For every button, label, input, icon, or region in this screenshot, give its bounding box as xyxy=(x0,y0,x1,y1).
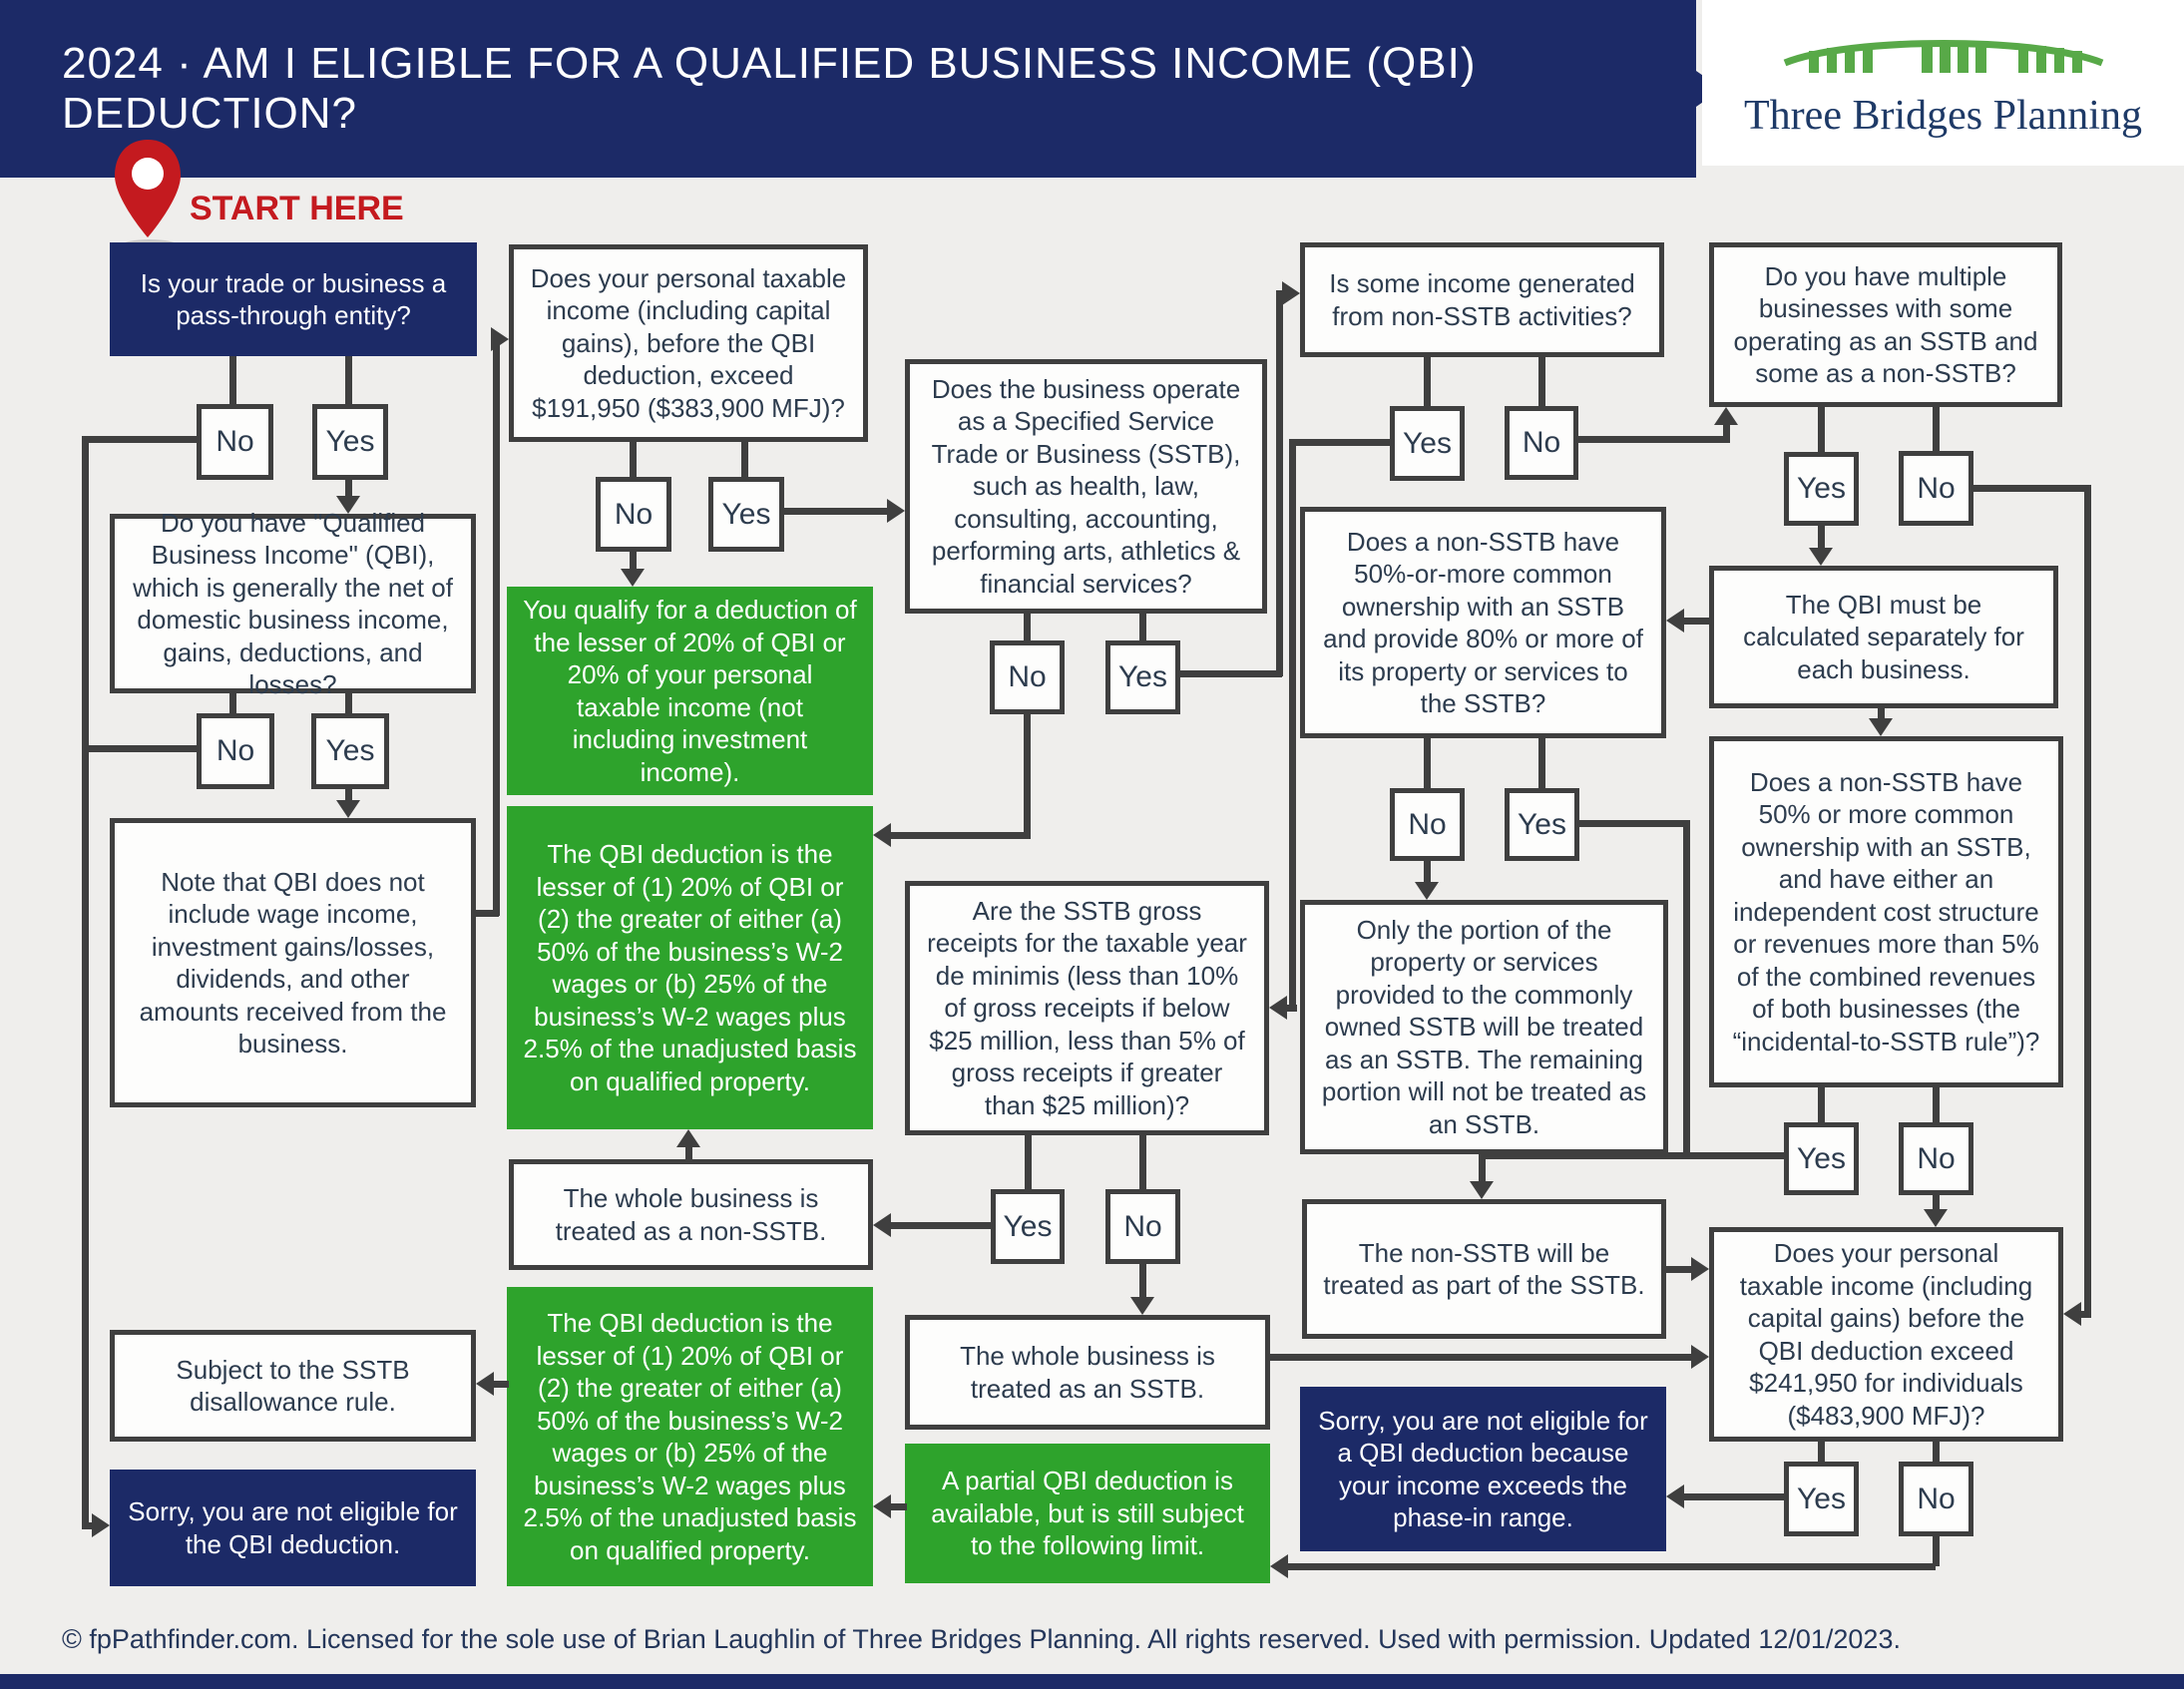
node-q-incidental-yes: Yes xyxy=(1784,1122,1859,1195)
connector-line xyxy=(1276,290,1283,676)
node-portion-sstb: Only the portion of the property or services provided to the commonly owned SSTB will be treated as an SSTB. The remaining portion will not be treated as an SSTB. xyxy=(1300,900,1668,1154)
node-q-qbi: Do you have "Qualified Business Income" (QBI), which is generally the net of domestic business income, gains, deductions, and losses? xyxy=(110,514,476,693)
node-q-passthrough-yes: Yes xyxy=(312,404,388,480)
node-q-common-ownership-80-yes: Yes xyxy=(1505,788,1579,861)
node-q-sstb: Does the business operate as a Specified Service Trade or Business (SSTB), such as health, law, consulting, accounting, performing arts, athletics & financial services? xyxy=(905,359,1267,614)
connector-line xyxy=(345,356,352,404)
connector-line xyxy=(82,436,89,1528)
node-q-income-191950: Does your personal taxable income (including capital gains), before the QBI deduction, exceed $191,950 ($383,900 MFJ)? xyxy=(509,244,868,442)
connector-arrow xyxy=(1130,1297,1154,1315)
bottom-bar xyxy=(0,1674,2184,1689)
connector-line xyxy=(783,508,891,515)
connector-arrow xyxy=(1666,1484,1684,1508)
connector-arrow xyxy=(476,1372,494,1396)
node-q-qbi-no: No xyxy=(197,713,274,789)
connector-arrow xyxy=(873,823,891,847)
connector-line xyxy=(1139,1135,1146,1189)
connector-line xyxy=(1933,1087,1940,1122)
node-note-qbi: Note that QBI does not include wage income, investment gains/losses, dividends, and other amounts received from the business. xyxy=(110,818,476,1107)
connector-arrow xyxy=(1714,407,1738,425)
connector-line xyxy=(1818,1087,1825,1122)
connector-arrow xyxy=(1869,718,1893,736)
node-q-non-sstb-income-yes: Yes xyxy=(1390,406,1465,481)
connector-arrow xyxy=(1924,1209,1948,1227)
connector-line xyxy=(889,1222,993,1229)
node-qualify-20pct: You qualify for a deduction of the lesser of 20% of QBI or 20% of your personal taxable income (not including investment income). xyxy=(507,587,873,795)
connector-line xyxy=(1579,820,1690,827)
connector-line xyxy=(1139,1264,1146,1301)
node-qbi-limit-2: The QBI deduction is the lesser of (1) 20% of QBI or (2) the greater of either (a) 50% of the business’s W-2 wages or (b) 25% of the business’s W-2 wages plus 2.5% of the unadjusted basis on qualified property. xyxy=(507,1287,873,1586)
node-not-eligible-phase: Sorry, you are not eligible for a QBI deduction because your income exceeds the phase-in range. xyxy=(1300,1387,1666,1551)
node-q-de-minimis-yes: Yes xyxy=(991,1189,1065,1264)
node-subject-sstb-rule: Subject to the SSTB disallowance rule. xyxy=(110,1330,476,1442)
connector-line xyxy=(82,436,197,443)
connector-line xyxy=(1683,820,1690,1159)
three-bridges-icon xyxy=(1779,27,2108,90)
connector-line xyxy=(1723,423,1730,439)
connector-arrow xyxy=(1269,996,1287,1020)
connector-line xyxy=(1578,436,1730,443)
connector-line xyxy=(1682,1493,1786,1500)
connector-line xyxy=(1139,614,1146,640)
connector-arrow xyxy=(1470,1181,1494,1199)
connector-arrow xyxy=(1666,609,1684,633)
node-q-income-241950-yes: Yes xyxy=(1784,1462,1859,1536)
connector-arrow xyxy=(621,569,645,587)
connector-line xyxy=(741,442,748,477)
connector-line xyxy=(1933,1442,1940,1462)
connector-arrow xyxy=(1691,1257,1709,1281)
connector-arrow xyxy=(1415,882,1439,900)
connector-line xyxy=(1424,738,1431,788)
connector-arrow xyxy=(873,1213,891,1237)
node-whole-sstb: The whole business is treated as an SSTB. xyxy=(905,1315,1270,1430)
connector-line xyxy=(229,693,236,713)
connector-arrow xyxy=(336,496,360,514)
node-q-multiple: Do you have multiple businesses with some operating as an SSTB and some as a non-SSTB? xyxy=(1709,242,2062,407)
node-q-incidental: Does a non-SSTB have 50% or more common ownership with an SSTB, and have either an independent cost structure or revenues more than 5% of the combined revenues of both businesses (the “incidental-to-SSTB rule”)? xyxy=(1709,736,2063,1087)
node-q-multiple-yes: Yes xyxy=(1784,452,1859,526)
page-title: 2024 · AM I ELIGIBLE FOR A QUALIFIED BUSINESS INCOME (QBI) DEDUCTION? xyxy=(62,39,1477,138)
connector-line xyxy=(229,356,236,404)
connector-arrow xyxy=(1691,1345,1709,1369)
connector-line xyxy=(889,1503,907,1510)
connector-line xyxy=(1933,407,1940,451)
connector-line xyxy=(1270,1354,1695,1361)
connector-arrow xyxy=(873,1494,891,1518)
node-q-de-minimis-no: No xyxy=(1105,1189,1180,1264)
map-pin-icon xyxy=(112,138,184,246)
connector-line xyxy=(1818,1442,1825,1462)
connector-line xyxy=(1180,670,1282,677)
connector-line xyxy=(630,442,637,477)
footer-copyright: © fpPathfinder.com. Licensed for the sole use of Brian Laughlin of Three Bridges Planning. All rights reserved. Used with permission. Updated 12/01/2023. xyxy=(62,1624,1901,1654)
node-q-non-sstb-income-no: No xyxy=(1505,406,1578,480)
connector-arrow xyxy=(887,499,905,523)
connector-line xyxy=(2084,485,2091,1318)
connector-line xyxy=(1818,407,1825,452)
node-q-common-ownership-80-no: No xyxy=(1390,788,1465,861)
node-q-de-minimis: Are the SSTB gross receipts for the taxable year de minimis (less than 10% of gross receipts if below $25 million, less than 5% of gross receipts if greater than $25 million)? xyxy=(905,881,1269,1135)
node-q-non-sstb-income: Is some income generated from non-SSTB activities? xyxy=(1300,242,1664,357)
connector-line xyxy=(1538,357,1545,406)
connector-line xyxy=(1973,485,2087,492)
node-non-sstb-part: The non-SSTB will be treated as part of the SSTB. xyxy=(1302,1199,1666,1339)
connector-arrow xyxy=(1809,548,1833,566)
node-q-incidental-no: No xyxy=(1899,1122,1973,1195)
connector-line xyxy=(1289,439,1296,1011)
connector-line xyxy=(1025,1135,1032,1189)
node-partial-qbi: A partial QBI deduction is available, but is still subject to the following limit. xyxy=(905,1444,1270,1583)
header-band xyxy=(0,0,1696,178)
connector-line xyxy=(685,1145,692,1159)
connector-line xyxy=(82,745,197,752)
connector-line xyxy=(1682,618,1711,625)
connector-line xyxy=(1933,1536,1940,1566)
connector-line xyxy=(492,1381,509,1388)
node-whole-non-sstb: The whole business is treated as a non-SSTB. xyxy=(509,1159,873,1270)
start-here-label: START HERE xyxy=(190,190,404,227)
node-q-income-191950-yes: Yes xyxy=(708,477,784,552)
node-q-passthrough: Is your trade or business a pass-through entity? xyxy=(110,242,477,356)
node-q-common-ownership-80: Does a non-SSTB have 50%-or-more common ownership with an SSTB and provide 80% or more of its property or services to the SSTB? xyxy=(1300,507,1666,738)
connector-arrow xyxy=(92,1513,110,1537)
node-q-income-241950: Does your personal taxable income (including capital gains) before the QBI deduction exceed $241,950 for individuals ($483,900 MFJ)? xyxy=(1709,1227,2063,1442)
connector-line xyxy=(1479,1152,1784,1159)
connector-line xyxy=(1538,738,1545,788)
node-qbi-limit-1: The QBI deduction is the lesser of (1) 20% of QBI or (2) the greater of either (a) 50% of the business’s W-2 wages or (b) 25% of the business’s W-2 wages plus 2.5% of the unadjusted basis on qualified property. xyxy=(507,806,873,1129)
connector-arrow xyxy=(676,1129,700,1147)
connector-line xyxy=(345,693,352,713)
node-q-sstb-yes: Yes xyxy=(1105,640,1180,714)
logo-panel xyxy=(1702,0,2184,166)
node-q-qbi-yes: Yes xyxy=(311,713,389,789)
connector-line xyxy=(891,832,1031,839)
node-q-sstb-no: No xyxy=(990,640,1065,714)
node-not-eligible: Sorry, you are not eligible for the QBI deduction. xyxy=(110,1470,476,1586)
node-q-passthrough-no: No xyxy=(197,404,273,480)
connector-line xyxy=(1424,357,1431,406)
node-q-income-191950-no: No xyxy=(596,477,671,552)
connector-line xyxy=(493,336,500,916)
node-q-multiple-no: No xyxy=(1899,451,1973,526)
connector-line xyxy=(1024,713,1031,839)
node-q-income-241950-no: No xyxy=(1899,1462,1973,1536)
connector-line xyxy=(1289,439,1393,446)
logo-wordmark: Three Bridges Planning xyxy=(1744,92,2142,139)
connector-line xyxy=(1286,1563,1936,1570)
node-qbi-separately: The QBI must be calculated separately for each business. xyxy=(1709,566,2058,708)
connector-line xyxy=(1024,614,1031,640)
connector-arrow xyxy=(491,327,509,351)
connector-arrow xyxy=(336,800,360,818)
connector-arrow xyxy=(2063,1302,2081,1326)
connector-arrow xyxy=(1270,1554,1288,1578)
connector-arrow xyxy=(1282,281,1300,305)
